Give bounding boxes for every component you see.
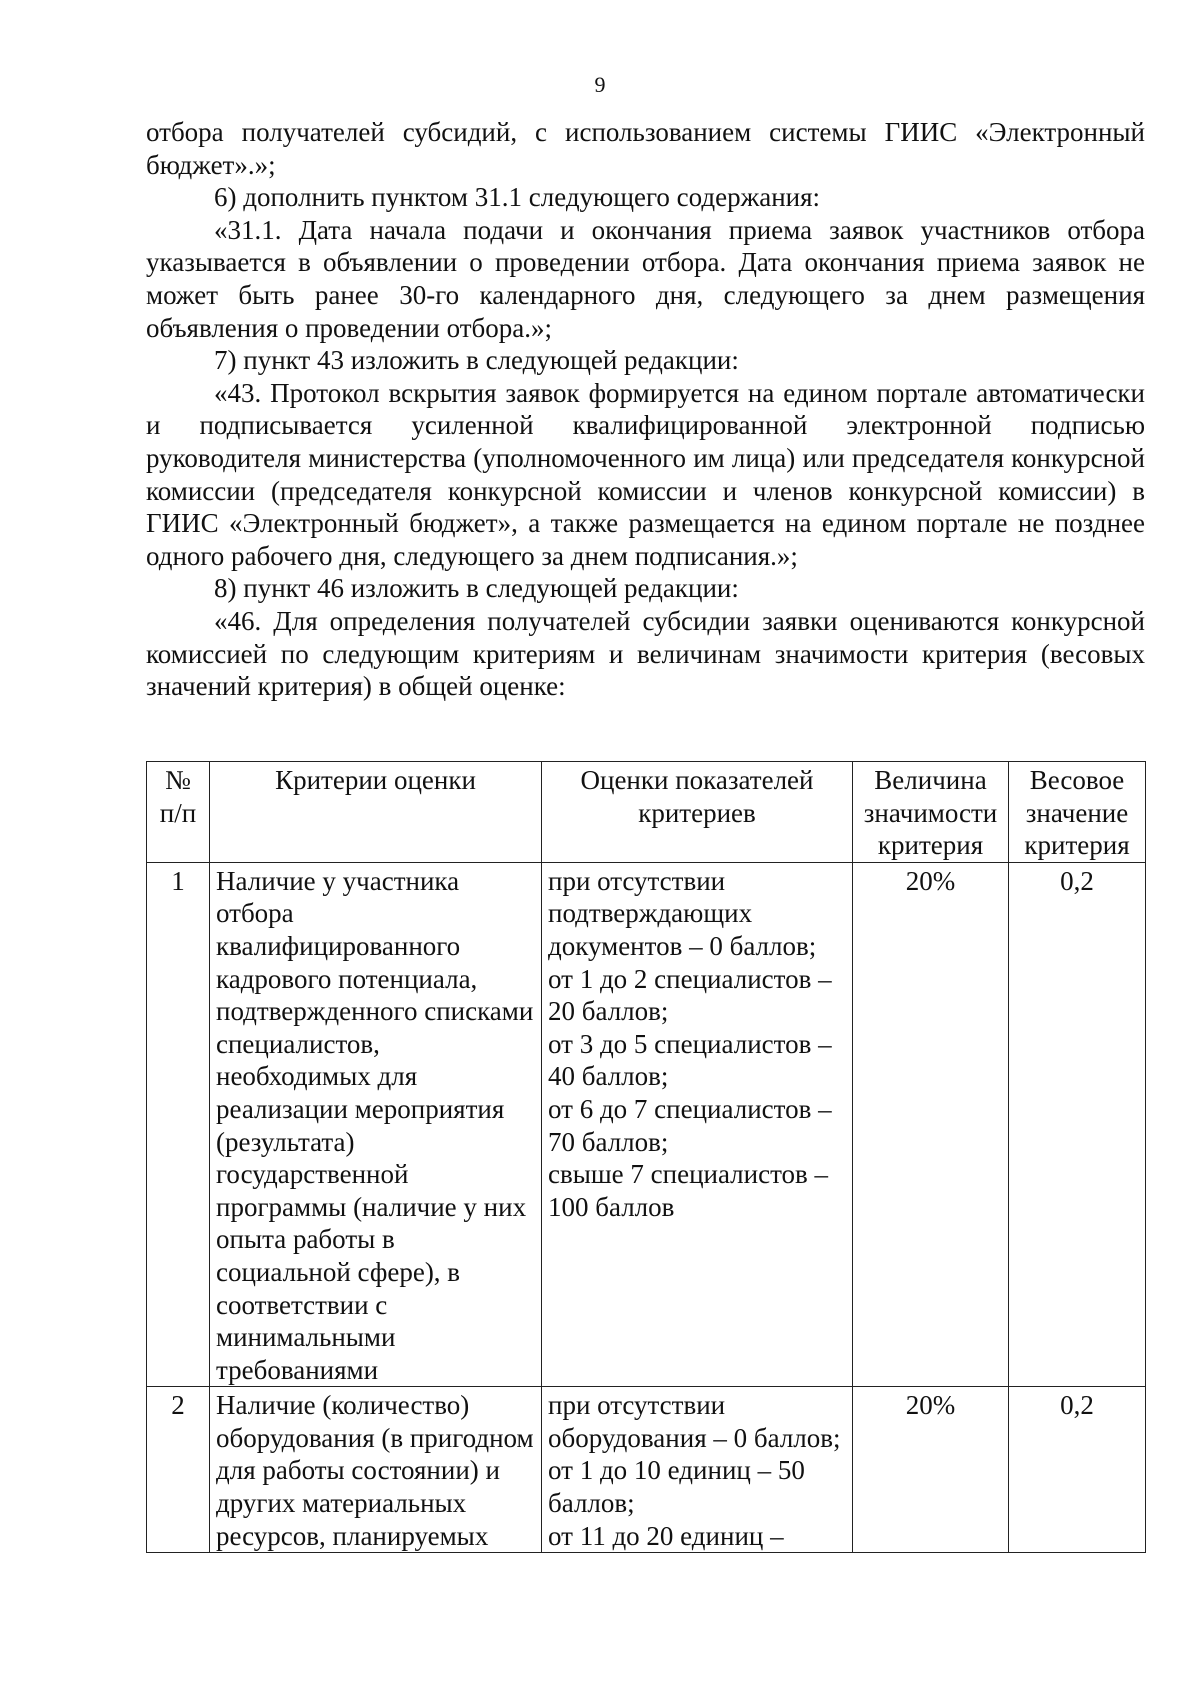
header-indicators: Оценки показателей критериев <box>542 762 853 863</box>
table-row <box>147 862 1146 1387</box>
indicator-line: свыше 7 специалистов – 100 баллов <box>548 1159 829 1222</box>
table-header-row <box>147 762 1146 863</box>
criteria-table <box>146 761 1146 1553</box>
paragraph-continuation: отбора получателей субсидий, с использованием системы ГИИС «Электронный бюджет».»; <box>146 117 1145 180</box>
page-number: 9 <box>594 72 606 97</box>
indicator-line: от 6 до 7 специалистов – 70 баллов; <box>548 1093 832 1157</box>
row-significance: 20% <box>853 1387 1009 1553</box>
indicator-line: от 1 до 2 специалистов – 20 баллов; <box>548 963 832 1027</box>
paragraph-item-6: 6) дополнить пунктом 31.1 следующего содержания: <box>214 182 821 213</box>
row-indicators <box>542 1387 853 1553</box>
header-criteria: Критерии оценки <box>210 762 542 863</box>
document-body <box>146 116 1145 703</box>
row-weight: 0,2 <box>1009 1387 1146 1553</box>
paragraph-clause-31-1: «31.1. Дата начала подачи и окончания приема заявок участников отбора указывается в объявлении о проведении отбора. Дата окончания приема заявок не может быть ранее 30-го календарного дня, следующего за днем размещения объявления о проведении отбора.»; <box>146 214 1145 343</box>
indicator-line: от 3 до 5 специалистов – 40 баллов; <box>548 1028 832 1092</box>
row-criteria: Наличие у участника отбора квалифицированного кадрового потенциала, подтвержденного списками специалистов, необходимых для реализации мероприятия (результата) государственной программы (наличие у них опыта работы в социальной сфере), в соответствии с минимальными требованиями <box>210 862 542 1387</box>
header-num: № п/п <box>147 762 210 863</box>
indicator-line: от 11 до 20 единиц – <box>548 1520 784 1551</box>
row-indicators <box>542 862 853 1387</box>
row-criteria: Наличие (количество) оборудования (в пригодном для работы состоянии) и других материальных ресурсов, планируемых <box>210 1387 542 1553</box>
paragraph-clause-46: «46. Для определения получателей субсидии заявки оцениваются конкурсной комиссией по следующим критериям и величинам значимости критерия (весовых значений критерия) в общей оценке: <box>146 605 1145 702</box>
header-weight: Весовое значение критерия <box>1009 762 1146 863</box>
paragraph-item-7: 7) пункт 43 изложить в следующей редакции: <box>214 345 739 376</box>
table-row <box>147 1387 1146 1553</box>
row-num: 2 <box>147 1387 210 1553</box>
row-weight: 0,2 <box>1009 862 1146 1387</box>
criteria-table-wrapper <box>146 761 1145 1553</box>
header-significance: Величина значимости критерия <box>853 762 1009 863</box>
row-significance: 20% <box>853 862 1009 1387</box>
row-num: 1 <box>147 862 210 1387</box>
indicator-line: при отсутствии подтверждающих документов – 0 баллов; <box>548 865 817 961</box>
indicator-line: при отсутствии оборудования – 0 баллов; <box>548 1390 841 1453</box>
paragraph-clause-43: «43. Протокол вскрытия заявок формируется на едином портале автоматически и подписывается усиленной квалифицированной электронной подписью руководителя министерства (уполномоченного им лица) или председателя конкурсной комиссии (председателя конкурсной комиссии и членов конкурсной комиссии) в ГИИС «Электронный бюджет», а также размещается на едином портале не позднее одного рабочего дня, следующего за днем подписания.»; <box>146 377 1145 571</box>
indicator-line: от 1 до 10 единиц – 50 баллов; <box>548 1455 805 1519</box>
paragraph-item-8: 8) пункт 46 изложить в следующей редакции: <box>214 573 739 604</box>
